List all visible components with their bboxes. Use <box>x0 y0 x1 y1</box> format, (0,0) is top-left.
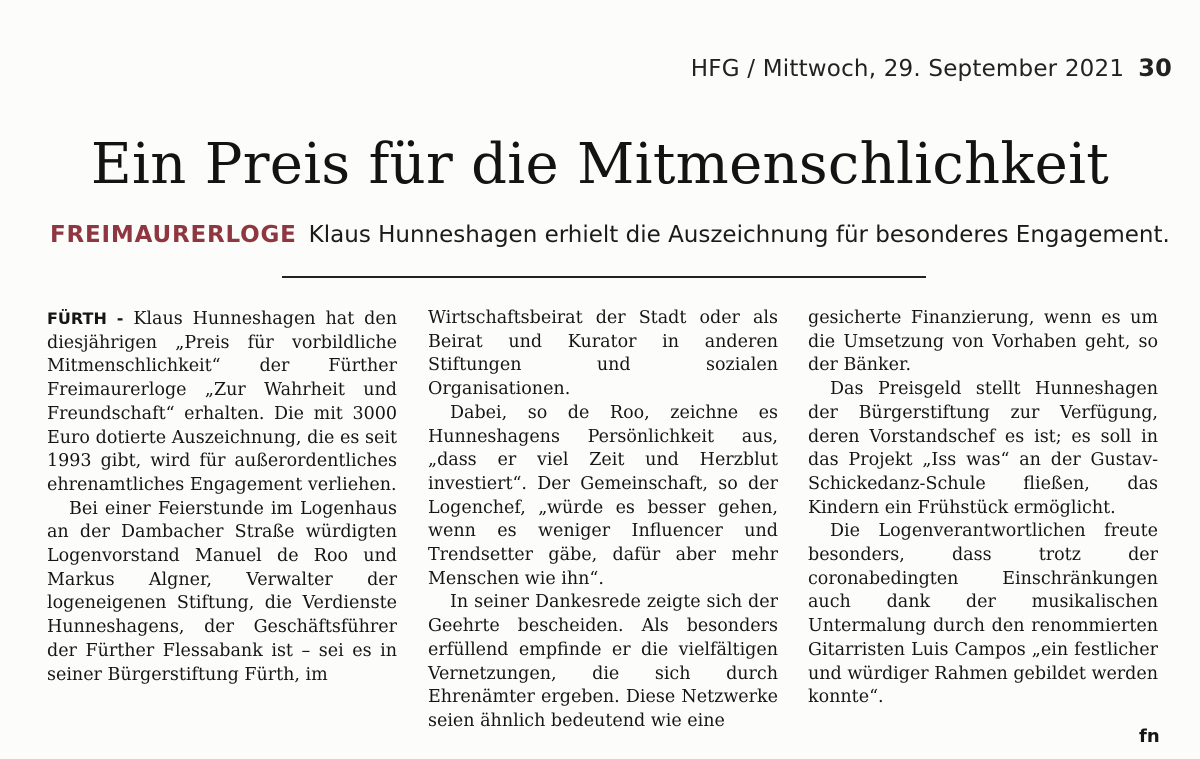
article-subheadline: Klaus Hunneshagen erhielt die Auszeichnung für besonderes Engagement. <box>308 222 1170 248</box>
article-column-2 <box>428 307 778 734</box>
article-headline: Ein Preis für die Mitmenschlichkeit <box>90 132 1110 197</box>
article-paragraph: Das Preisgeld stellt Hunneshagen der Bürgerstiftung zur Verfügung, deren Vorstandschef es ist; es soll in das Projekt „Iss was“ an der Gustav-Schickedanz-Schule fließen, das Kindern ein Frühstück ermöglicht. <box>808 379 1158 518</box>
page-number: 30 <box>1138 54 1172 82</box>
article-paragraph <box>47 307 397 498</box>
article-paragraph: gesicherte Finanzierung, wenn es um die Umsetzung von Vorhaben geht, so der Bänker. <box>808 308 1158 376</box>
paragraph-text: Klaus Hunneshagen hat den diesjährigen „Preis für vorbildliche Mitmenschlichkeit“ der Fürther Freimaurerloge „Zur Wahrheit und Freundschaft“ erhalten. Die mit 3000 Euro dotierte Auszeichnung, die es seit 1993 gibt, wird für außerordentliches ehrenamtliches Engagement verliehen. <box>47 309 397 495</box>
article-paragraph: Wirtschaftsbeirat der Stadt oder als Beirat und Kurator in anderen Stiftungen und sozialen Organisationen. <box>428 308 778 400</box>
article-paragraph: In seiner Dankesrede zeigte sich der Geehrte bescheiden. Als besonders erfüllend empfinde er die vielfältigen Vernetzungen, die sich durch Ehrenämter ergeben. Diese Netzwerke seien ähnlich bedeutend wie eine <box>428 592 778 731</box>
newspaper-header <box>691 54 1172 82</box>
article-column-3 <box>808 307 1158 710</box>
publication-date: HFG / Mittwoch, 29. September 2021 <box>690 56 1125 82</box>
article-paragraph: Die Logenverantwortlichen freute besonders, dass trotz der coronabedingten Einschränkungen auch dank der musikalischen Untermalung durch den renommierten Gitarristen Luis Campos „ein festlicher und würdiger Rahmen gebildet werden konnte“. <box>808 521 1158 708</box>
article-subheadline-row <box>50 222 1170 248</box>
article-column-1 <box>47 307 397 687</box>
article-paragraph: Bei einer Feierstunde im Logenhaus an der Dambacher Straße würdigten Logenvorstand Manuel de Roo und Markus Algner, Verwalter der logeneigenen Stiftung, die Verdienste Hunneshagens, der Geschäftsführer der Fürther Flessabank ist – sei es in seiner Bürgerstiftung Fürth, im <box>47 498 397 685</box>
article-kicker: FREIMAURERLOGE <box>50 222 297 248</box>
dateline: FÜRTH - <box>47 309 124 328</box>
author-initials: fn <box>1139 726 1160 747</box>
headline-divider <box>282 276 926 278</box>
article-paragraph: Dabei, so de Roo, zeichne es Hunneshagens Persönlichkeit aus, „dass er viel Zeit und Herzblut investiert“. Der Gemeinschaft, so der Logenchef, „würde es besser gehen, wenn es weniger Influencer und Trendsetter gäbe, dafür aber mehr Menschen wie ihn“. <box>428 402 778 589</box>
